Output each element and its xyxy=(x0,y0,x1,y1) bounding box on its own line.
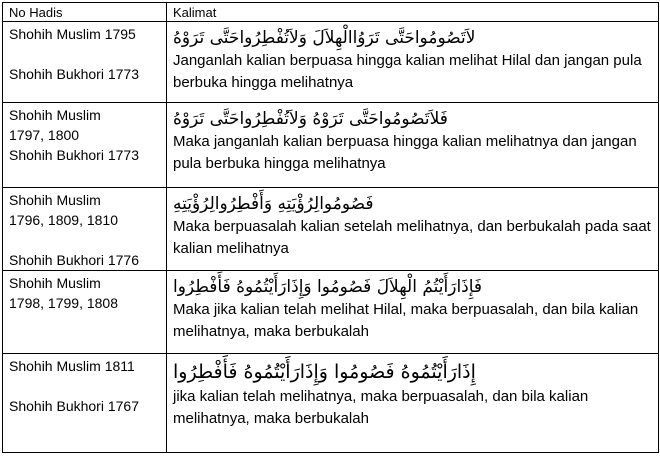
translation-text: jika kalian telah melihatnya, maka berpuasalah, dan bila kalian melihatnya, maka berbukalah xyxy=(173,388,589,427)
source-muslim: Shohih Muslim xyxy=(9,107,101,123)
header-no-hadis: No Hadis xyxy=(3,3,167,22)
source-muslim: Shohih Muslim 1811 xyxy=(9,358,135,374)
source-cell xyxy=(3,103,167,188)
arabic-text: إِذَارَأَيْتُمُوهُ فَصُومُوا وَإِذَارَأَيْتُمُوهُ فَأَفْطِرُوا xyxy=(173,361,476,383)
arabic-text: فَصُومُوالِرُؤْيَتِهِ وَأَفْطِرُوالِرُؤْيَتِهِ xyxy=(173,194,374,214)
table-row xyxy=(3,354,659,453)
source-cell xyxy=(3,354,167,453)
table-row xyxy=(3,188,659,271)
kalimat-cell xyxy=(167,271,659,354)
header-row xyxy=(3,3,659,22)
source-bukhori: Shohih Bukhori 1776 xyxy=(9,252,139,268)
translation-text: Maka jika kalian telah melihat Hilal, maka berpuasalah, dan bila kalian melihatnya, maka berbukalah xyxy=(173,301,639,340)
kalimat-cell xyxy=(167,22,659,103)
kalimat-cell xyxy=(167,188,659,271)
arabic-text: لاَتَصُومُواحَتَّى تَرَوُاالْهِلاَلَ وَلاَتُفْطِرُواحَتَّى تَرَوْهُ xyxy=(173,28,476,48)
translation-text: Maka berpuasalah kalian setelah melihatnya, dan berbukalah pada saat kalian melihatnya xyxy=(173,218,651,257)
source-muslim-numbers: 1797, 1800 xyxy=(9,127,80,143)
source-cell xyxy=(3,271,167,354)
table-row xyxy=(3,271,659,354)
source-muslim-numbers: 1798, 1799, 1808 xyxy=(9,295,118,311)
source-muslim: Shohih Muslim 1795 xyxy=(9,26,136,42)
source-muslim: Shohih Muslim xyxy=(9,192,101,208)
translation-text: Janganlah kalian berpuasa hingga kalian melihat Hilal dan jangan pula berbuka hingga melihatnya xyxy=(173,52,642,91)
source-bukhori: Shohih Bukhori 1773 xyxy=(9,147,139,163)
table-row xyxy=(3,22,659,103)
arabic-text: فَلاَتَصُومُواحَتَّى تَرَوْهُ وَلاَتُفْطِرُواحَتَّى تَرَوْهُ xyxy=(173,109,448,129)
source-muslim-numbers: 1796, 1809, 1810 xyxy=(9,212,118,228)
source-bukhori: Shohih Bukhori 1767 xyxy=(9,398,139,414)
header-kalimat: Kalimat xyxy=(167,3,659,22)
hadith-table xyxy=(2,2,659,453)
kalimat-cell xyxy=(167,354,659,453)
kalimat-cell xyxy=(167,103,659,188)
translation-text: Maka janganlah kalian berpuasa hingga kalian melihatnya dan jangan pula berbuka hingga melihatnya xyxy=(173,133,637,172)
arabic-text: فَإِذَارَأَيْتُمُ الْهِلاَلَ فَصُومُوا وَإِذَارَأَيْتُمُوهُ فَأَفْطِرُوا xyxy=(173,277,483,297)
source-cell xyxy=(3,22,167,103)
table-row xyxy=(3,103,659,188)
source-muslim: Shohih Muslim xyxy=(9,275,101,291)
source-cell xyxy=(3,188,167,271)
source-bukhori: Shohih Bukhori 1773 xyxy=(9,66,139,82)
